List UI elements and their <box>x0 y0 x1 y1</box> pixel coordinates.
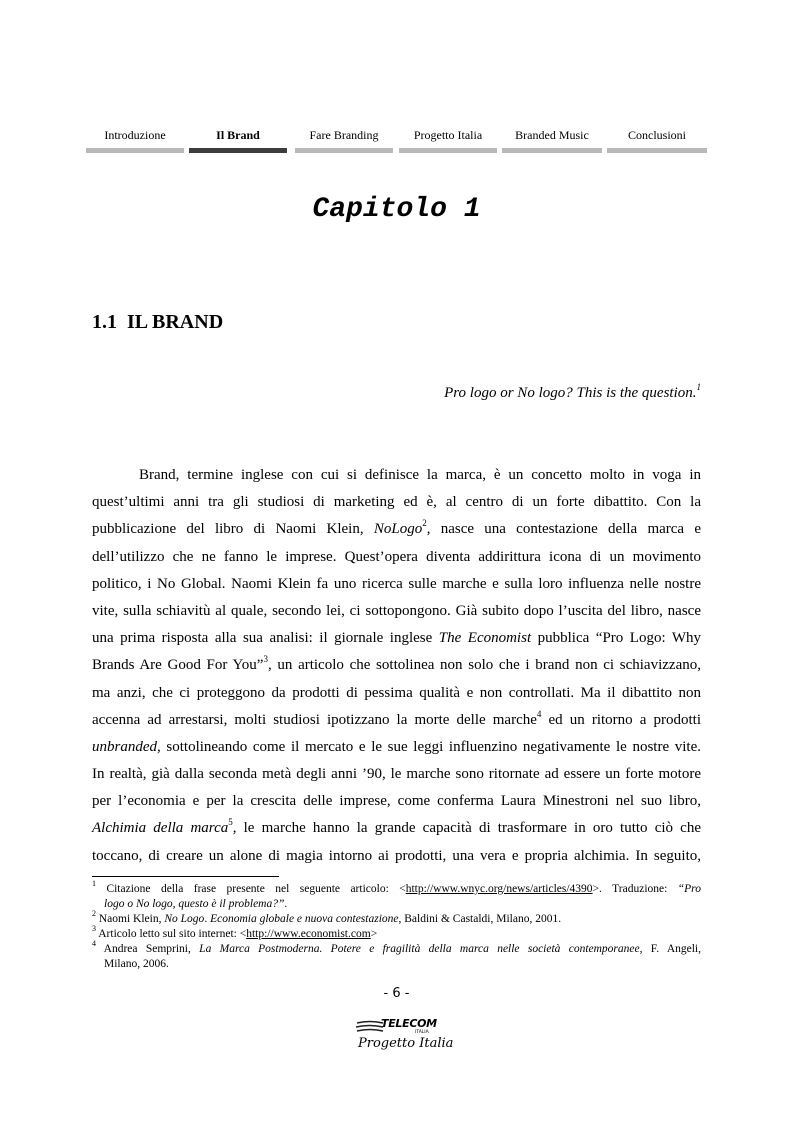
chapter-nav <box>86 128 707 156</box>
body-line: toccano, di creare un alone di magia intorno ai prodotti, una vera e propria alchimia. In seguito, <box>92 847 701 864</box>
body-line: Brand, termine inglese con cui si definisce la marca, è un concetto molto in voga in <box>139 467 701 483</box>
text: Articolo letto sul sito internet: < <box>96 928 247 940</box>
section-heading <box>92 309 223 335</box>
text: Andrea Semprini, <box>96 943 200 955</box>
text: pubblica “Pro Logo: Why <box>531 630 702 647</box>
nav-bar-active <box>189 148 287 153</box>
body-line: vite, sulla schiavitù al quale, secondo lei, ci sottopongono. Già subito dopo l’uscita del libro, nasce <box>92 602 701 619</box>
text: Brands Are Good For You” <box>92 657 264 674</box>
nav-item-label: Branded Music <box>515 128 589 142</box>
footnotes <box>92 879 702 972</box>
logo-script: Progetto Italia <box>358 1036 454 1051</box>
text: , Baldini & Castaldi, Milano, 2001. <box>398 913 562 925</box>
text: Naomi Klein, <box>96 913 165 925</box>
text: , sottolineando come il mercato e le sue leggi influenzino negativamente le nostre vite. <box>157 738 701 755</box>
nav-item-label: Progetto Italia <box>413 128 483 142</box>
nav-bar <box>502 148 602 153</box>
page-number: - 6 - <box>383 986 410 1001</box>
footnote-link[interactable]: http://www.wnyc.org/news/articles/4390 <box>405 883 593 895</box>
epigraph <box>444 383 701 403</box>
text: , un articolo che sottolinea non solo che i brand non ci schiavizzano, <box>267 657 701 674</box>
newspaper-title: The Economist <box>438 630 532 647</box>
body-line <box>92 815 701 842</box>
nav-item-progetto-italia[interactable] <box>399 128 497 146</box>
body-line <box>92 652 701 679</box>
nav-item-branded-music[interactable] <box>502 128 602 146</box>
nav-item-il-brand[interactable] <box>189 128 287 146</box>
epigraph-text: Pro logo or No logo? This is the question. <box>444 385 697 401</box>
footnote-ref[interactable]: 5 <box>228 817 233 828</box>
logo-brand: TELECOM <box>381 1017 437 1030</box>
footnote-number: 3 <box>92 924 96 934</box>
text: “Pro <box>677 883 701 895</box>
nav-item-label: Il Brand <box>216 128 260 142</box>
footnote-ref[interactable]: 1 <box>696 382 701 392</box>
footnote-1-cont <box>92 897 701 912</box>
text: accenna ad arrestarsi, molti studiosi ipotizzano la morte delle marche <box>92 711 537 728</box>
body-line: quest’ultimi anni tra gli studiosi di marketing ed è, al centro di un forte dibattito. Con la <box>92 494 701 511</box>
text: Economia globale e nuova contestazione <box>210 913 399 925</box>
nav-bar <box>399 148 497 153</box>
text: No Logo <box>164 913 205 925</box>
text: , <box>359 521 374 538</box>
body-paragraph <box>92 462 701 870</box>
text: pubblicazione del libro di Naomi Klein <box>92 521 360 538</box>
body-line <box>92 516 701 543</box>
body-line <box>92 734 701 761</box>
body-line: ma anzi, che ci proteggono da prodotti di pessima qualità e non controllati. Ma il dibattito non <box>92 684 701 701</box>
telecom-logo <box>355 1016 454 1056</box>
text: , nasce una contestazione della marca e <box>426 521 702 538</box>
footnote-number: 1 <box>92 879 96 889</box>
nav-item-label: Introduzione <box>104 128 166 142</box>
nav-item-introduzione[interactable] <box>86 128 184 146</box>
nav-bar <box>295 148 393 153</box>
text: >. Traduzione: <box>592 883 678 895</box>
footnote-ref[interactable]: 3 <box>263 654 268 665</box>
footnote-number: 2 <box>92 909 96 919</box>
text: Citazione della frase presente nel seguente articolo: < <box>96 883 406 895</box>
text: una prima risposta alla sua analisi: il giornale inglese <box>92 630 439 647</box>
footnote-ref[interactable]: 2 <box>422 518 427 529</box>
chapter-title: Capitolo 1 <box>312 194 481 225</box>
text: unbranded <box>92 738 157 755</box>
nav-item-fare-branding[interactable] <box>295 128 393 146</box>
section-number: 1.1 <box>92 311 117 333</box>
footnote-4 <box>92 939 702 957</box>
text: La Marca Postmoderna. Potere e fragilità della marca nelle società contemporanee <box>199 943 640 955</box>
nav-bar <box>86 148 184 153</box>
book-title: NoLogo <box>373 521 423 538</box>
footnote-number: 4 <box>92 939 96 949</box>
body-line: politico, i No Global. Naomi Klein fa uno ricerca sulle marche e sulla loro influenza nelle nostre <box>92 575 701 592</box>
body-line: dell’utilizzo che ne fanno le imprese. Quest’opera diventa addirittura icona di un movimento <box>92 548 701 565</box>
text: ed un ritorno a prodotti <box>541 711 701 728</box>
text: , le marche hanno la grande capacità di trasformare in oro tutto ciò che <box>232 820 701 837</box>
footnote-ref[interactable]: 4 <box>536 708 542 719</box>
text: . <box>284 898 288 910</box>
body-line: per l’economia e per la crescita delle imprese, come conferma Laura Minestroni nel suo libro, <box>92 793 701 810</box>
nav-bar <box>607 148 707 153</box>
body-line: In realtà, già dalla seconda metà degli anni ’90, le marche sono ritornate ad essere un forte motore <box>92 766 701 783</box>
footnote-4-cont: Milano, 2006. <box>104 958 169 970</box>
text: . <box>204 913 211 925</box>
nav-item-label: Conclusioni <box>627 128 686 142</box>
logo-sub: ITALIA <box>415 1030 429 1035</box>
footnote-2 <box>92 909 701 927</box>
nav-item-label: Fare Branding <box>309 128 379 142</box>
footnote-link[interactable]: http://www.economist.com <box>246 928 371 940</box>
section-title: IL BRAND <box>127 311 224 333</box>
body-line <box>92 707 701 734</box>
body-line <box>92 625 701 652</box>
text: logo o No logo, questo è il problema?” <box>104 898 285 910</box>
text: > <box>370 928 378 940</box>
nav-item-conclusioni[interactable] <box>607 128 707 146</box>
footnote-3 <box>92 924 701 942</box>
book-title: Alchimia della marca <box>92 820 229 837</box>
footnote-1 <box>92 879 701 897</box>
text: , F. Angeli, <box>639 943 702 955</box>
footnote-divider <box>92 876 279 877</box>
